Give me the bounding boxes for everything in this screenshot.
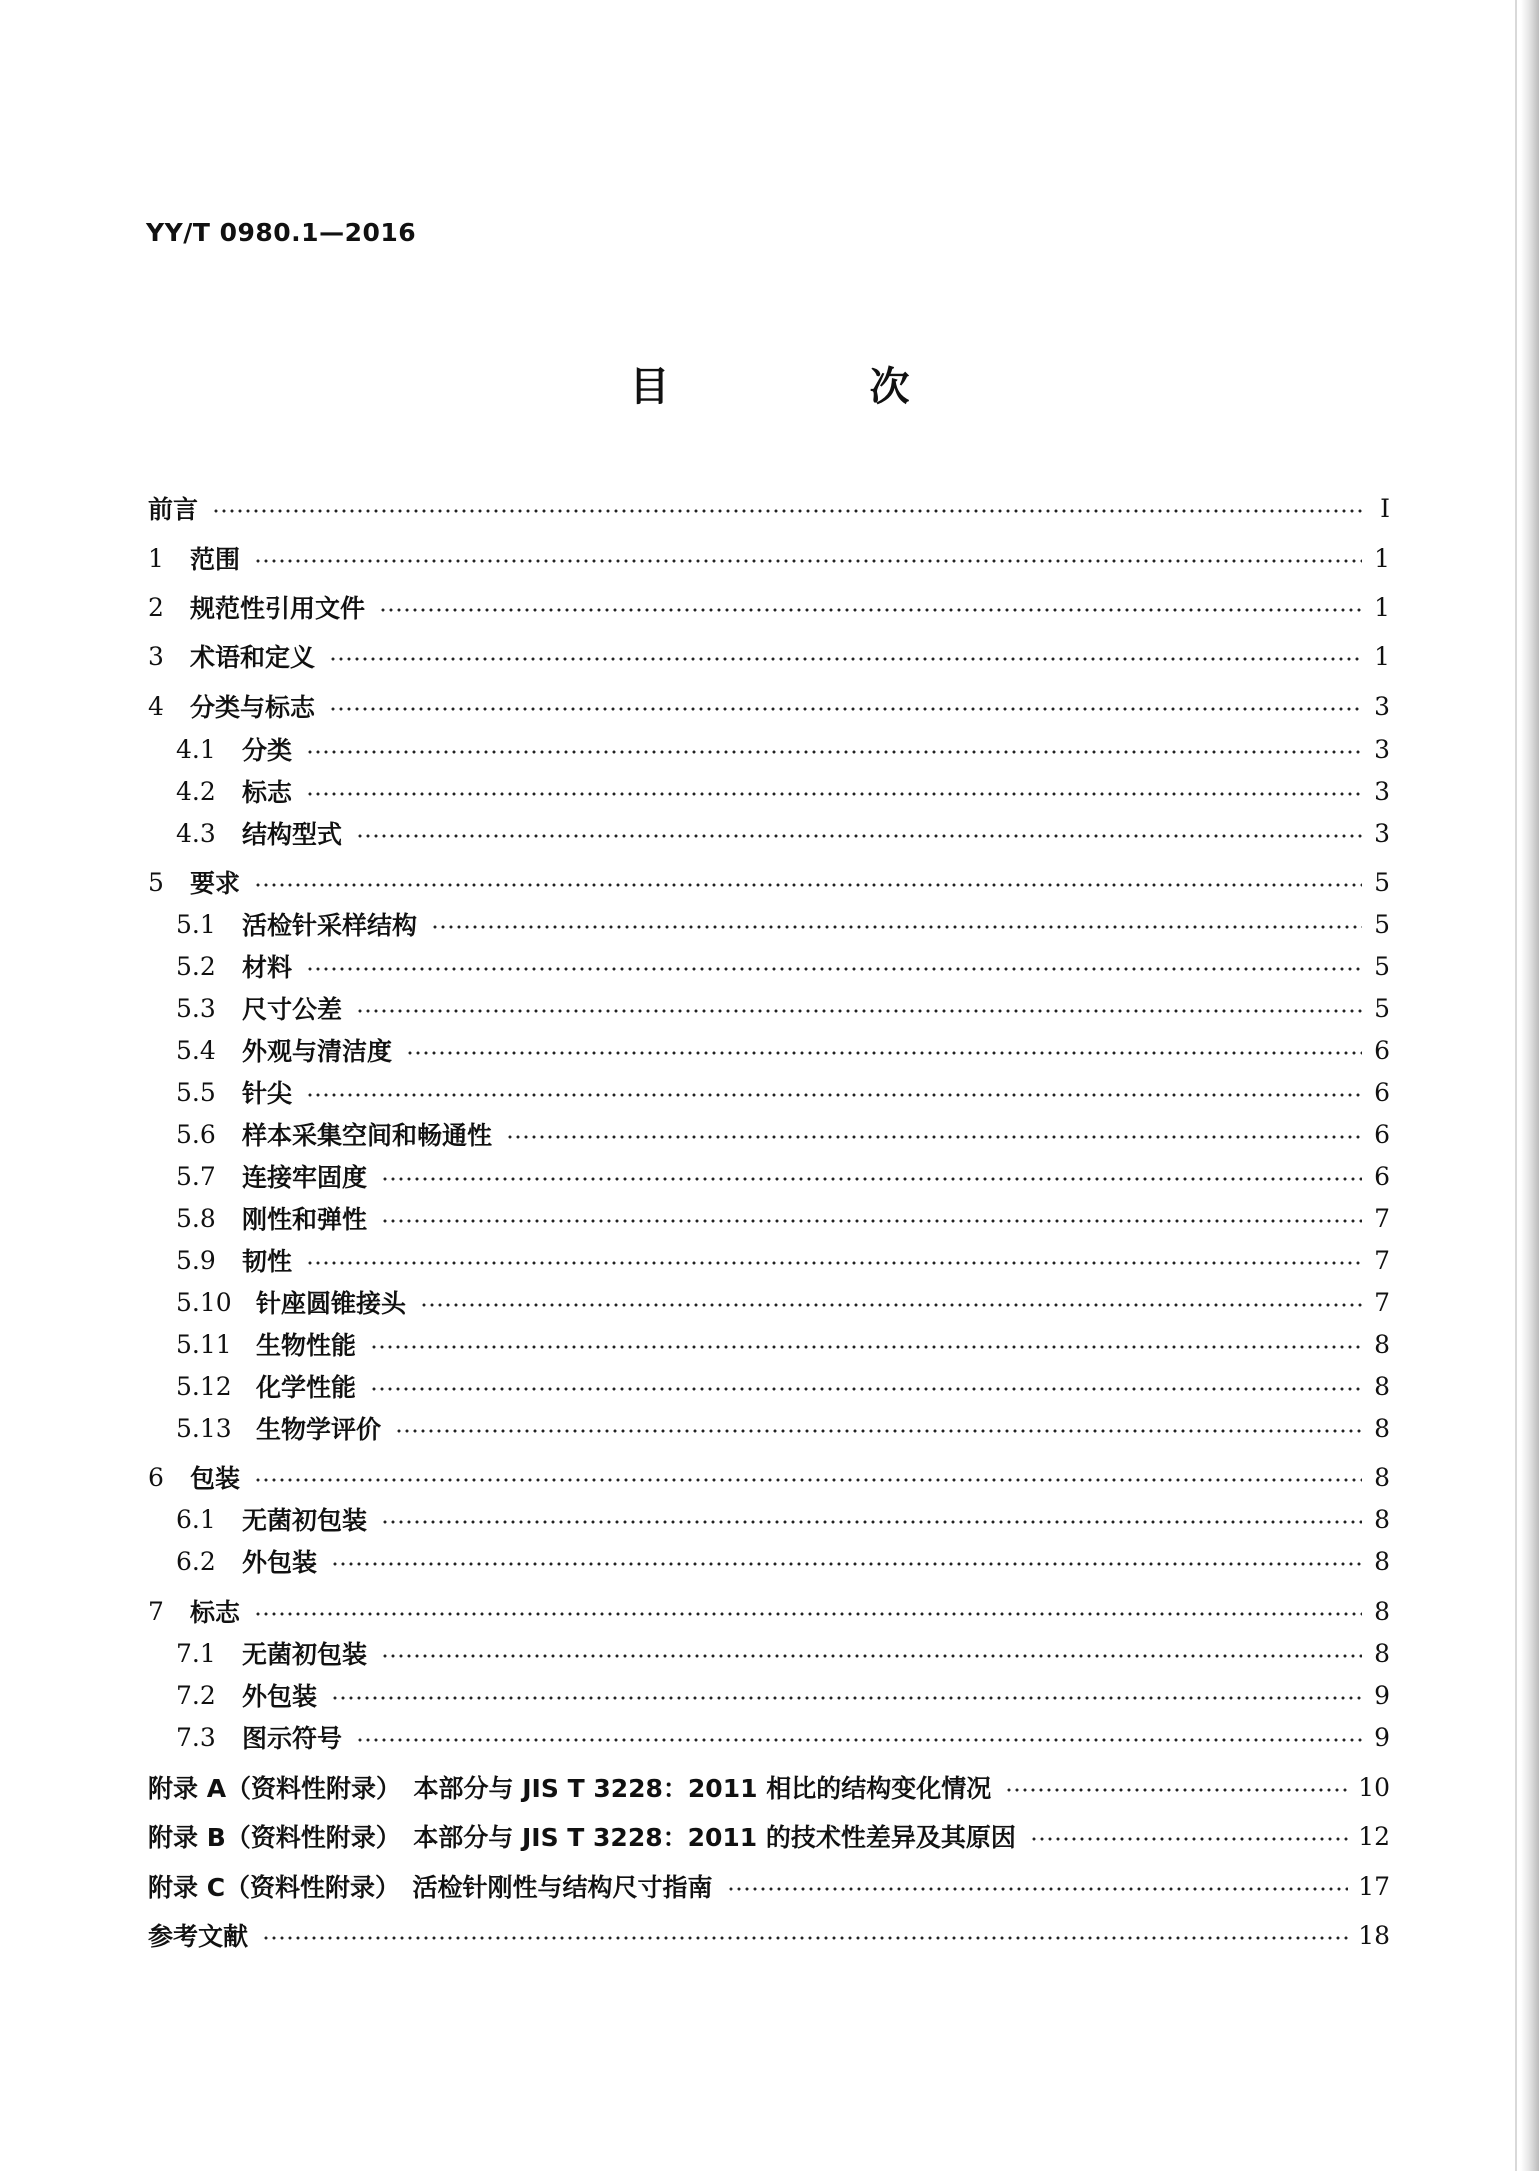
toc-leader-dots xyxy=(379,608,1362,612)
toc-entry-5[interactable] xyxy=(148,862,1390,902)
toc-entry-page: 6 xyxy=(1374,1119,1390,1149)
toc-leader-dots xyxy=(506,1135,1362,1139)
toc-title: 目 次 xyxy=(629,364,990,410)
toc-entry-4-2[interactable] xyxy=(176,771,1390,811)
toc-entry-7-2[interactable] xyxy=(176,1675,1390,1715)
toc-entry-page: 1 xyxy=(1374,592,1390,622)
toc-entry-number: 5 xyxy=(148,867,164,897)
toc-entry-annex-c[interactable] xyxy=(148,1866,1390,1906)
toc-entry-page: 7 xyxy=(1374,1245,1390,1275)
toc-entry-label: 附录 B（资料性附录） 本部分与 JIS T 3228：2011 的技术性差异及其原因 xyxy=(148,1823,1016,1852)
toc-leader-dots xyxy=(306,1093,1362,1097)
toc-entry-5-10[interactable] xyxy=(176,1282,1390,1322)
toc-entry-5-1[interactable] xyxy=(176,904,1390,944)
toc-entry-number: 5.2 xyxy=(176,951,216,981)
toc-leader-dots xyxy=(406,1051,1362,1055)
toc-entry-page: 7 xyxy=(1374,1203,1390,1233)
toc-entry-label: 参考文献 xyxy=(148,1922,249,1951)
toc-entry-number: 5.10 xyxy=(176,1287,232,1317)
toc-entry-page: 12 xyxy=(1358,1821,1390,1851)
toc-entry-number: 5.6 xyxy=(176,1119,216,1149)
toc-entry-page: 5 xyxy=(1374,951,1390,981)
toc-leader-dots xyxy=(331,1696,1362,1700)
toc-entry-label: 生物学评价 xyxy=(256,1415,382,1444)
toc-entry-label: 标志 xyxy=(190,1598,241,1627)
toc-entry-label: 标志 xyxy=(242,778,293,807)
toc-leader-dots xyxy=(356,1009,1362,1013)
toc-entry-page: 9 xyxy=(1374,1722,1390,1752)
toc-entry-label: 样本采集空间和畅通性 xyxy=(242,1121,493,1150)
toc-entry-4-3[interactable] xyxy=(176,813,1390,853)
toc-entry-page: 8 xyxy=(1374,1371,1390,1401)
toc-entry-page: 3 xyxy=(1374,734,1390,764)
toc-entry-label: 无菌初包装 xyxy=(242,1506,368,1535)
toc-entry-label: 范围 xyxy=(190,545,241,574)
toc-leader-dots xyxy=(262,1936,1348,1940)
toc-entry-1[interactable] xyxy=(148,538,1390,578)
toc-leader-dots xyxy=(381,1219,1362,1223)
toc-entry-number: 5.11 xyxy=(176,1329,232,1359)
toc-entry-number: 5.8 xyxy=(176,1203,216,1233)
toc-entry-5-12[interactable] xyxy=(176,1366,1390,1406)
toc-leader-dots xyxy=(356,834,1362,838)
toc-entry-7-1[interactable] xyxy=(176,1633,1390,1673)
toc-entry-5-3[interactable] xyxy=(176,988,1390,1028)
toc-entry-number: 5.12 xyxy=(176,1371,232,1401)
toc-entry-number: 7.3 xyxy=(176,1722,216,1752)
toc-entry-page: 8 xyxy=(1374,1638,1390,1668)
toc-entry-page: 3 xyxy=(1374,818,1390,848)
toc-entry-5-2[interactable] xyxy=(176,946,1390,986)
toc-entry-5-7[interactable] xyxy=(176,1156,1390,1196)
toc-entry-page: 8 xyxy=(1374,1413,1390,1443)
toc-entry-label: 无菌初包装 xyxy=(242,1640,368,1669)
toc-leader-dots xyxy=(381,1654,1362,1658)
toc-entry-label: 针座圆锥接头 xyxy=(256,1289,407,1318)
toc-entry-page: 6 xyxy=(1374,1035,1390,1065)
toc-leader-dots xyxy=(431,925,1362,929)
toc-entry-label: 化学性能 xyxy=(256,1373,357,1402)
toc-entry-number: 5.7 xyxy=(176,1161,216,1191)
toc-leader-dots xyxy=(329,707,1362,711)
toc-entry-page: 18 xyxy=(1358,1920,1390,1950)
toc-leader-dots xyxy=(254,1478,1362,1482)
toc-entry-5-4[interactable] xyxy=(176,1030,1390,1070)
toc-entry-3[interactable] xyxy=(148,636,1390,676)
toc-entry-page: 8 xyxy=(1374,1462,1390,1492)
toc-entry-5-5[interactable] xyxy=(176,1072,1390,1112)
toc-entry-page: 8 xyxy=(1374,1329,1390,1359)
toc-entry-number: 4.3 xyxy=(176,818,216,848)
toc-entry-annex-a[interactable] xyxy=(148,1767,1390,1807)
toc-entry-label: 规范性引用文件 xyxy=(190,594,366,623)
toc-entry-label: 前言 xyxy=(148,495,199,524)
toc-entry-5-13[interactable] xyxy=(176,1408,1390,1448)
toc-entry-number: 1 xyxy=(148,543,164,573)
toc-leader-dots xyxy=(306,1261,1362,1265)
toc-entry-page: 8 xyxy=(1374,1596,1390,1626)
toc-entry-label: 附录 C（资料性附录） 活检针刚性与结构尺寸指南 xyxy=(148,1873,713,1902)
toc-entry-page: 5 xyxy=(1374,993,1390,1023)
toc-entry-number: 4.1 xyxy=(176,734,216,764)
toc-entry-6-1[interactable] xyxy=(176,1499,1390,1539)
toc-entry-page: I xyxy=(1380,493,1390,523)
toc-entry-6[interactable] xyxy=(148,1457,1390,1497)
toc-entry-5-6[interactable] xyxy=(176,1114,1390,1154)
toc-entry-number: 5.9 xyxy=(176,1245,216,1275)
toc-entry-label: 结构型式 xyxy=(242,820,343,849)
toc-entry-page: 1 xyxy=(1374,641,1390,671)
toc-entry-bibliography[interactable] xyxy=(148,1915,1390,1955)
toc-entry-number: 6.1 xyxy=(176,1504,216,1534)
toc-entry-label: 分类 xyxy=(242,736,293,765)
toc-entry-7-3[interactable] xyxy=(176,1717,1390,1757)
toc-entry-page: 8 xyxy=(1374,1546,1390,1576)
toc-leader-dots xyxy=(356,1738,1362,1742)
toc-entry-label: 连接牢固度 xyxy=(242,1163,368,1192)
toc-leader-dots xyxy=(395,1429,1362,1433)
toc-entry-number: 5.1 xyxy=(176,909,216,939)
toc-entry-label: 包装 xyxy=(190,1464,241,1493)
toc-entry-label: 生物性能 xyxy=(256,1331,357,1360)
toc-leader-dots xyxy=(306,750,1362,754)
toc-entry-page: 8 xyxy=(1374,1504,1390,1534)
toc-entry-7[interactable] xyxy=(148,1591,1390,1631)
toc-entry-number: 3 xyxy=(148,641,164,671)
toc-entry-page: 5 xyxy=(1374,867,1390,897)
toc-entry-page: 7 xyxy=(1374,1287,1390,1317)
toc-entry-5-9[interactable] xyxy=(176,1240,1390,1280)
toc-entry-label: 外包装 xyxy=(242,1548,318,1577)
toc-entry-label: 术语和定义 xyxy=(190,643,316,672)
toc-entry-number: 5.5 xyxy=(176,1077,216,1107)
toc-entry-6-2[interactable] xyxy=(176,1541,1390,1581)
toc-entry-number: 5.4 xyxy=(176,1035,216,1065)
toc-entry-label: 韧性 xyxy=(242,1247,293,1276)
toc-entry-label: 要求 xyxy=(190,869,241,898)
toc-entry-page: 10 xyxy=(1358,1772,1390,1802)
toc-entry-4-1[interactable] xyxy=(176,729,1390,769)
toc-entry-annex-b[interactable] xyxy=(148,1816,1390,1856)
toc-entry-page: 5 xyxy=(1374,909,1390,939)
toc-entry-number: 7.2 xyxy=(176,1680,216,1710)
toc-entry-page: 3 xyxy=(1374,691,1390,721)
toc-leader-dots xyxy=(381,1177,1362,1181)
toc-entry-page: 9 xyxy=(1374,1680,1390,1710)
toc-leader-dots xyxy=(381,1520,1362,1524)
toc-entry-4[interactable] xyxy=(148,686,1390,726)
toc-leader-dots xyxy=(370,1345,1362,1349)
toc-entry-label: 针尖 xyxy=(242,1079,293,1108)
toc-entry-number: 7.1 xyxy=(176,1638,216,1668)
toc-leader-dots xyxy=(420,1303,1362,1307)
toc-entry-number: 2 xyxy=(148,592,164,622)
toc-entry-label: 外观与清洁度 xyxy=(242,1037,393,1066)
toc-leader-dots xyxy=(370,1387,1362,1391)
toc-entry-label: 活检针采样结构 xyxy=(242,911,418,940)
toc-leader-dots xyxy=(254,883,1362,887)
toc-entry-label: 材料 xyxy=(242,953,293,982)
toc-leader-dots xyxy=(212,509,1362,513)
toc-entry-page: 17 xyxy=(1358,1871,1390,1901)
toc-entry-page: 6 xyxy=(1374,1161,1390,1191)
toc-entry-label: 尺寸公差 xyxy=(242,995,343,1024)
toc-entry-number: 5.13 xyxy=(176,1413,232,1443)
toc-entry-number: 7 xyxy=(148,1596,164,1626)
toc-entry-number: 6.2 xyxy=(176,1546,216,1576)
toc-leader-dots xyxy=(1005,1788,1348,1792)
toc-entry-5-8[interactable] xyxy=(176,1198,1390,1238)
toc-leader-dots xyxy=(1030,1837,1348,1841)
toc-entry-page: 1 xyxy=(1374,543,1390,573)
toc-entry-page: 3 xyxy=(1374,776,1390,806)
toc-entry-number: 4.2 xyxy=(176,776,216,806)
toc-entry-label: 外包装 xyxy=(242,1682,318,1711)
toc-leader-dots xyxy=(306,792,1362,796)
toc-entry-page: 6 xyxy=(1374,1077,1390,1107)
toc-leader-dots xyxy=(727,1887,1349,1891)
toc-leader-dots xyxy=(254,559,1362,563)
toc-entry-5-11[interactable] xyxy=(176,1324,1390,1364)
toc-leader-dots xyxy=(254,1612,1362,1616)
toc-leader-dots xyxy=(331,1562,1362,1566)
toc-entry-number: 5.3 xyxy=(176,993,216,1023)
toc-entry-label: 刚性和弹性 xyxy=(242,1205,368,1234)
toc-entry-label: 分类与标志 xyxy=(190,693,316,722)
document-code: YY/T 0980.1—2016 xyxy=(146,218,417,247)
toc-entry-label: 图示符号 xyxy=(242,1724,343,1753)
toc-leader-dots xyxy=(306,967,1362,971)
toc-entry-label: 附录 A（资料性附录） 本部分与 JIS T 3228：2011 相比的结构变化情况 xyxy=(148,1774,992,1803)
toc-entry-number: 6 xyxy=(148,1462,164,1492)
toc-leader-dots xyxy=(329,657,1362,661)
toc-entry-2[interactable] xyxy=(148,587,1390,627)
toc-entry-foreword[interactable] xyxy=(148,488,1390,528)
toc-entry-number: 4 xyxy=(148,691,164,721)
